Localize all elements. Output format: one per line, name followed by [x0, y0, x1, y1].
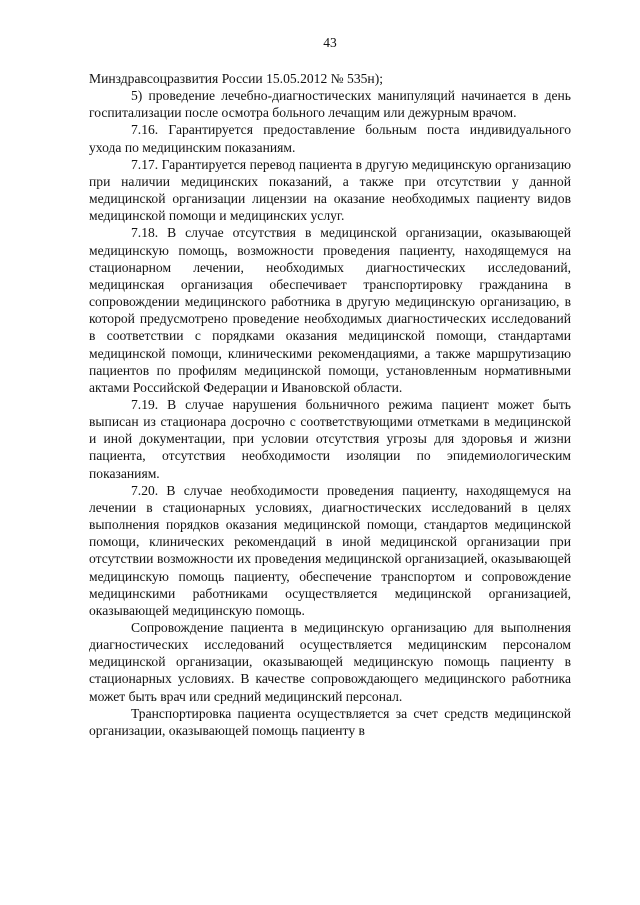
- document-page: [89, 34, 571, 739]
- paragraph-continuation-reference: Минздравсоцразвития России 15.05.2012 № 535н);: [89, 71, 383, 86]
- paragraph-transport: Транспортировка пациента осуществляется за счет средств медицинской организации, оказывающей помощь пациенту в: [89, 705, 571, 738]
- paragraph-7-17: 7.17. Гарантируется перевод пациента в другую медицинскую организацию при наличии медицинских показаний, а также при отсутствии у данной медицинской организации лицензии на оказание необходимых пациенту видов медицинской помощи и медицинских услуг.: [89, 156, 571, 224]
- document-body: [89, 70, 571, 739]
- paragraph-item-5: 5) проведение лечебно-диагностических манипуляций начинается в день госпитализации после осмотра больного лечащим или дежурным врачом.: [89, 88, 571, 121]
- paragraph-escort: Сопровождение пациента в медицинскую организацию для выполнения диагностических исследований осуществляется медицинским персоналом медицинской организации, оказывающей медицинскую помощь пациенту в стационарных условиях. В качестве сопровождающего медицинского работника может быть врач или средний медицинский персонал.: [89, 620, 571, 704]
- page-number: 43: [323, 35, 337, 50]
- paragraph-7-16: 7.16. Гарантируется предоставление больным поста индивидуального ухода по медицинским показаниям.: [89, 122, 571, 155]
- paragraph-7-20: 7.20. В случае необходимости проведения пациенту, находящемуся на лечении в стационарных условиях, диагностических исследований в целях выполнения порядков оказания медицинской помощи, стандартов медицинской помощи, клинических рекомендаций в иной медицинской организации при отсутствии возможности их проведения медицинской организацией, оказывающей медицинскую помощь пациенту, обеспечение транспортом и сопровождение медицинскими работниками осуществляется медицинской организацией, оказывающей медицинскую помощь.: [89, 482, 571, 618]
- paragraph-7-18: 7.18. В случае отсутствия в медицинской организации, оказывающей медицинскую помощь, возможности проведения пациенту, находящемуся на стационарном лечении, необходимых диагностических исследований, медицинская организация обеспечивает транспортировку гражданина в сопровождении медицинского работника в другую медицинскую организацию, в которой предусмотрено проведение необходимых диагностических исследований в соответствии с порядками оказания медицинской помощи, стандартами медицинской помощи, клиническими рекомендациями, а также маршрутизацию пациентов по профилям медицинской помощи, установленным нормативными актами Российской Федерации и Ивановской области.: [89, 225, 571, 395]
- paragraph-7-19: 7.19. В случае нарушения больничного режима пациент может быть выписан из стационара досрочно с соответствующими отметками в медицинской и иной документации, при условии отсутствия угрозы для здоровья и жизни пациента, отсутствия необходимости изоляции по эпидемиологическим показаниям.: [89, 396, 571, 481]
